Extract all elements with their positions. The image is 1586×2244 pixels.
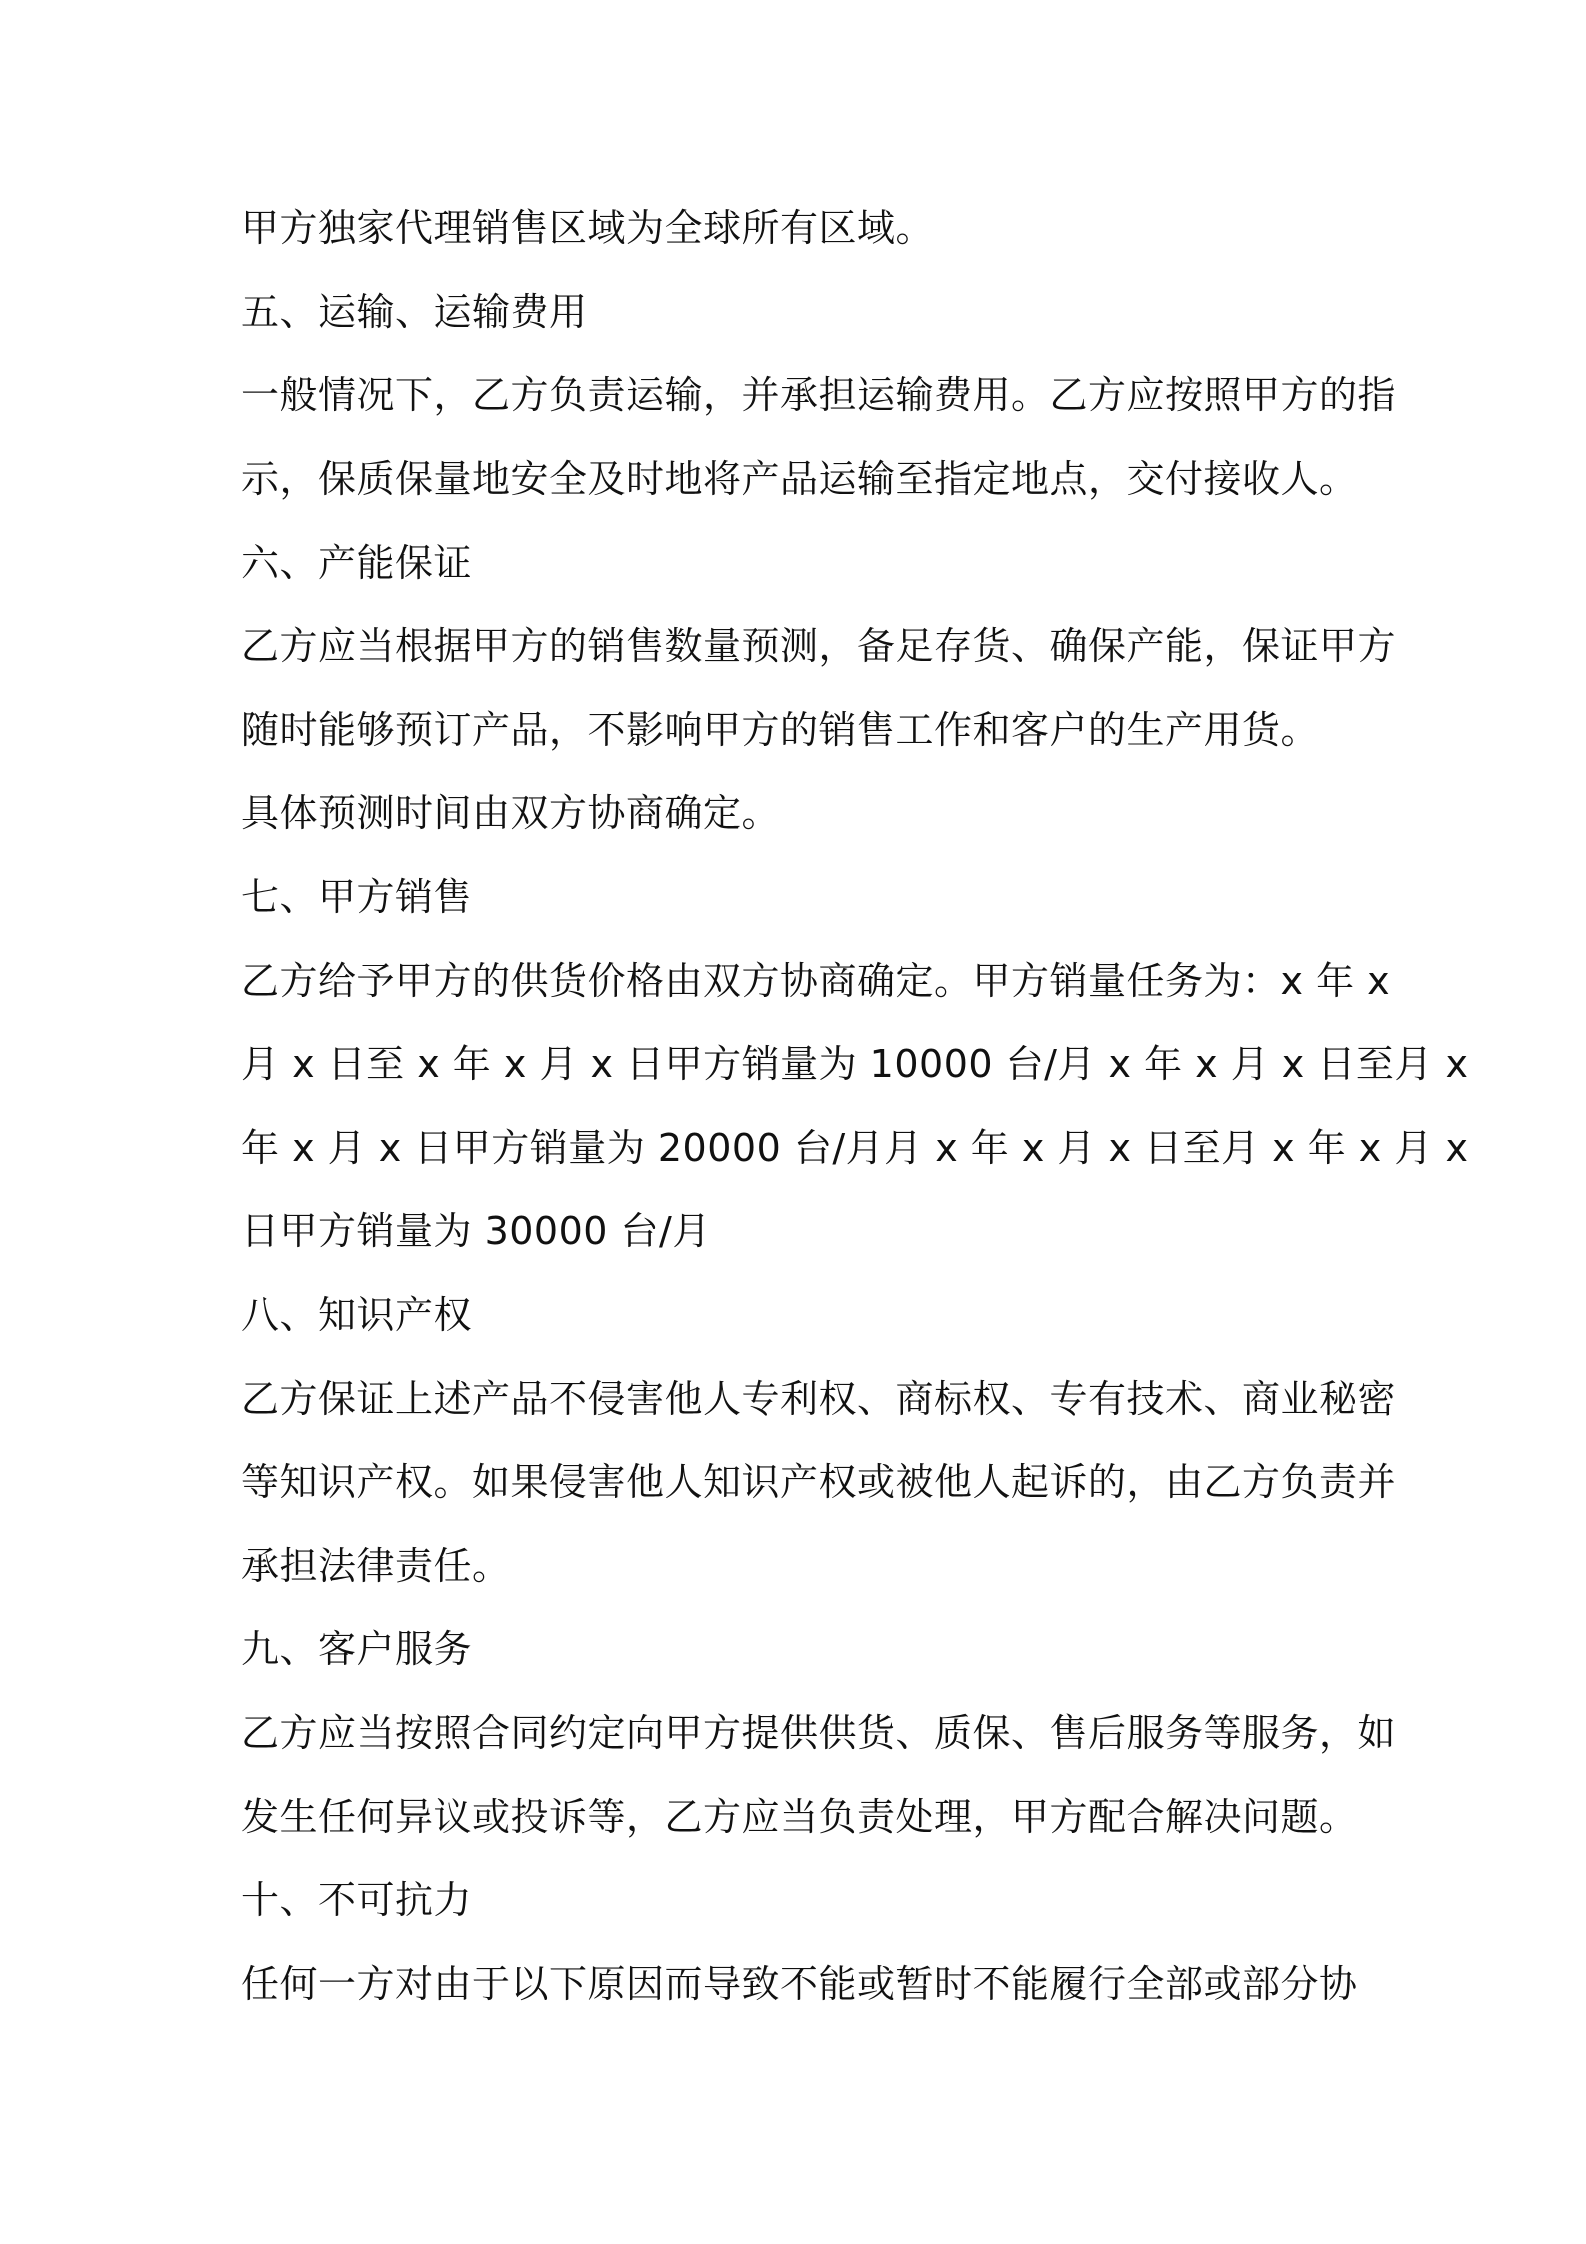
- paragraph-line: 月 x 日至 x 年 x 月 x 日甲方销量为 10000 台/月 x 年 x 月 x 日至月 x: [241, 1042, 1469, 1086]
- paragraph-line: 等知识产权。如果侵害他人知识产权或被他人起诉的，由乙方负责并: [241, 1460, 1397, 1504]
- paragraph-line: 具体预测时间由双方协商确定。: [241, 791, 781, 835]
- paragraph-line: 随时能够预订产品，不影响甲方的销售工作和客户的生产用货。: [241, 708, 1320, 752]
- paragraph-line: 日甲方销量为 30000 台/月: [241, 1209, 711, 1253]
- paragraph-line: 承担法律责任。: [241, 1544, 511, 1588]
- paragraph-line: 乙方保证上述产品不侵害他人专利权、商标权、专有技术、商业秘密: [241, 1377, 1397, 1421]
- paragraph-line: 示，保质保量地安全及时地将产品运输至指定地点，交付接收人。: [241, 457, 1358, 501]
- section-heading: 十、不可抗力: [241, 1878, 473, 1922]
- section-heading: 九、客户服务: [241, 1627, 473, 1671]
- paragraph-line: 一般情况下，乙方负责运输，并承担运输费用。乙方应按照甲方的指: [241, 373, 1397, 417]
- paragraph-line: 年 x 月 x 日甲方销量为 20000 台/月月 x 年 x 月 x 日至月 x 年 x 月 x: [241, 1126, 1469, 1170]
- paragraph-line: 乙方应当按照合同约定向甲方提供供货、质保、售后服务等服务，如: [241, 1711, 1397, 1755]
- paragraph-line: 发生任何异议或投诉等，乙方应当负责处理，甲方配合解决问题。: [241, 1795, 1358, 1839]
- section-heading: 七、甲方销售: [241, 875, 473, 919]
- paragraph-line: 任何一方对由于以下原因而导致不能或暂时不能履行全部或部分协: [241, 1962, 1358, 2006]
- paragraph-line: 乙方给予甲方的供货价格由双方协商确定。甲方销量任务为：x 年 x: [241, 959, 1391, 1003]
- section-heading: 八、知识产权: [241, 1293, 473, 1337]
- section-heading: 六、产能保证: [241, 541, 473, 585]
- paragraph-line: 乙方应当根据甲方的销售数量预测，备足存货、确保产能，保证甲方: [241, 624, 1397, 668]
- section-heading: 五、运输、运输费用: [241, 290, 588, 334]
- paragraph-line: 甲方独家代理销售区域为全球所有区域。: [241, 206, 935, 250]
